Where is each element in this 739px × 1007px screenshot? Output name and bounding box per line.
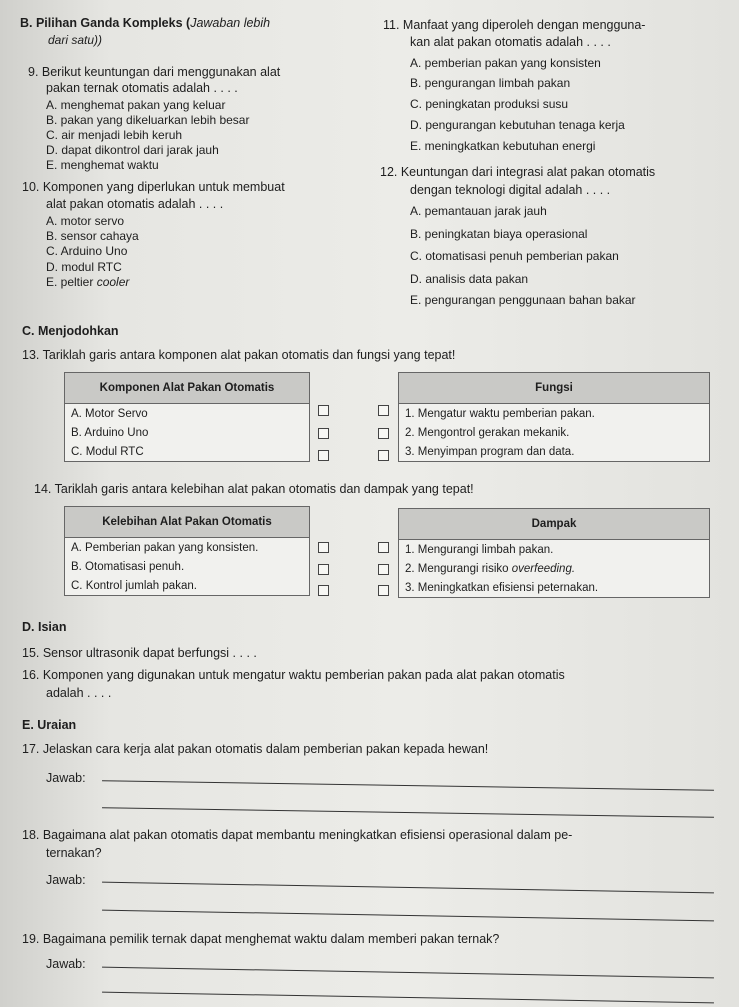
q16-line1: 16. Komponen yang digunakan untuk mengatur waktu pemberian pakan pada alat pakan otomatis: [22, 668, 565, 682]
table-row: B. Otomatisasi penuh.: [65, 557, 310, 576]
section-d-title: D. Isian: [22, 620, 67, 634]
q12-option: A. pemantauan jarak jauh: [410, 204, 547, 218]
table-header: Dampak: [399, 509, 710, 540]
q10-option: A. motor servo: [46, 214, 125, 228]
q9-option: B. pakan yang dikeluarkan lebih besar: [46, 113, 250, 127]
q12-line2: dengan teknologi digital adalah . . . .: [410, 183, 611, 197]
table14-advantages: [64, 506, 310, 596]
answer-label: Jawab:: [46, 771, 86, 785]
table-row: A. Motor Servo: [65, 404, 310, 424]
q11-option: D. pengurangan kebutuhan tenaga kerja: [410, 118, 625, 132]
q11-line1: 11. Manfaat yang diperoleh dengan mengguna-: [383, 18, 646, 32]
table-row: 1. Mengurangi limbah pakan.: [399, 540, 710, 560]
match-checkbox[interactable]: [318, 564, 329, 575]
table-header: Komponen Alat Pakan Otomatis: [65, 373, 310, 404]
match-checkbox[interactable]: [378, 585, 389, 596]
q11-option: B. pengurangan limbah pakan: [410, 76, 571, 90]
table14-impacts: [398, 508, 710, 598]
section-b-note: dari satu)): [48, 33, 103, 47]
table-row: B. Arduino Uno: [65, 423, 310, 442]
q14-prompt: 14. Tariklah garis antara kelebihan alat pakan otomatis dan dampak yang tepat!: [34, 482, 474, 496]
q19-prompt: 19. Bagaimana pemilik ternak dapat menghemat waktu dalam memberi pakan ternak?: [22, 932, 500, 946]
q9-option: A. menghemat pakan yang keluar: [46, 98, 226, 112]
q10-line1: 10. Komponen yang diperlukan untuk membuat: [22, 180, 285, 194]
q10-line2: alat pakan otomatis adalah . . . .: [46, 197, 224, 211]
q10-option: E. peltier cooler: [46, 275, 130, 289]
table-row: C. Modul RTC: [65, 442, 310, 462]
q18-line2: ternakan?: [46, 846, 102, 860]
match-checkbox[interactable]: [378, 428, 389, 439]
match-checkbox[interactable]: [318, 450, 329, 461]
table-row: 3. Meningkatkan efisiensi peternakan.: [399, 578, 710, 598]
table-header: Kelebihan Alat Pakan Otomatis: [65, 507, 310, 538]
q13-prompt: 13. Tariklah garis antara komponen alat pakan otomatis dan fungsi yang tepat!: [22, 348, 456, 362]
q9-option: C. air menjadi lebih keruh: [46, 128, 183, 142]
q11-line2: kan alat pakan otomatis adalah . . . .: [410, 35, 611, 49]
table-row: 3. Menyimpan program dan data.: [399, 442, 710, 462]
q12-option: B. peningkatan biaya operasional: [410, 227, 588, 241]
q12-line1: 12. Keuntungan dari integrasi alat pakan otomatis: [380, 165, 656, 179]
match-checkbox[interactable]: [318, 542, 329, 553]
q17-prompt: 17. Jelaskan cara kerja alat pakan otomatis dalam pemberian pakan kepada hewan!: [22, 742, 489, 756]
match-checkbox[interactable]: [378, 542, 389, 553]
match-checkbox[interactable]: [378, 450, 389, 461]
q9-option: D. dapat dikontrol dari jarak jauh: [46, 143, 219, 157]
table-row: C. Kontrol jumlah pakan.: [65, 576, 310, 596]
q9-line2: pakan ternak otomatis adalah . . . .: [46, 81, 238, 95]
q10-option: D. modul RTC: [46, 260, 122, 274]
q11-option: A. pemberian pakan yang konsisten: [410, 56, 601, 70]
q16-line2: adalah . . . .: [46, 686, 112, 700]
q11-option: C. peningkatan produksi susu: [410, 97, 569, 111]
q18-line1: 18. Bagaimana alat pakan otomatis dapat membantu meningkatkan efisiensi operasional dalam pe-: [22, 828, 573, 842]
match-checkbox[interactable]: [318, 428, 329, 439]
table-row: A. Pemberian pakan yang konsisten.: [65, 538, 310, 558]
table-row: 2. Mengurangi risiko overfeeding.: [399, 559, 710, 578]
q12-option: D. analisis data pakan: [410, 272, 529, 286]
table-header: Fungsi: [399, 373, 710, 404]
section-b-title: B. Pilihan Ganda Kompleks (Jawaban lebih: [20, 16, 271, 30]
table13-functions: [398, 372, 710, 462]
q12-option: C. otomatisasi penuh pemberian pakan: [410, 249, 619, 263]
answer-label: Jawab:: [46, 873, 86, 887]
table-row: 1. Mengatur waktu pemberian pakan.: [399, 404, 710, 424]
q9-option: E. menghemat waktu: [46, 158, 159, 172]
match-checkbox[interactable]: [378, 564, 389, 575]
match-checkbox[interactable]: [318, 405, 329, 416]
section-c-title: C. Menjodohkan: [22, 324, 119, 338]
q9-line1: 9. Berikut keuntungan dari menggunakan alat: [28, 65, 281, 79]
q11-option: E. meningkatkan kebutuhan energi: [410, 139, 596, 153]
q10-option: C. Arduino Uno: [46, 244, 128, 258]
match-checkbox[interactable]: [378, 405, 389, 416]
q10-option: B. sensor cahaya: [46, 229, 139, 243]
table13-components: [64, 372, 310, 462]
match-checkbox[interactable]: [318, 585, 329, 596]
table-row: 2. Mengontrol gerakan mekanik.: [399, 423, 710, 442]
answer-label: Jawab:: [46, 957, 86, 971]
q12-option: E. pengurangan penggunaan bahan bakar: [410, 293, 636, 307]
section-e-title: E. Uraian: [22, 718, 77, 732]
q15-prompt: 15. Sensor ultrasonik dapat berfungsi . . . .: [22, 646, 257, 660]
